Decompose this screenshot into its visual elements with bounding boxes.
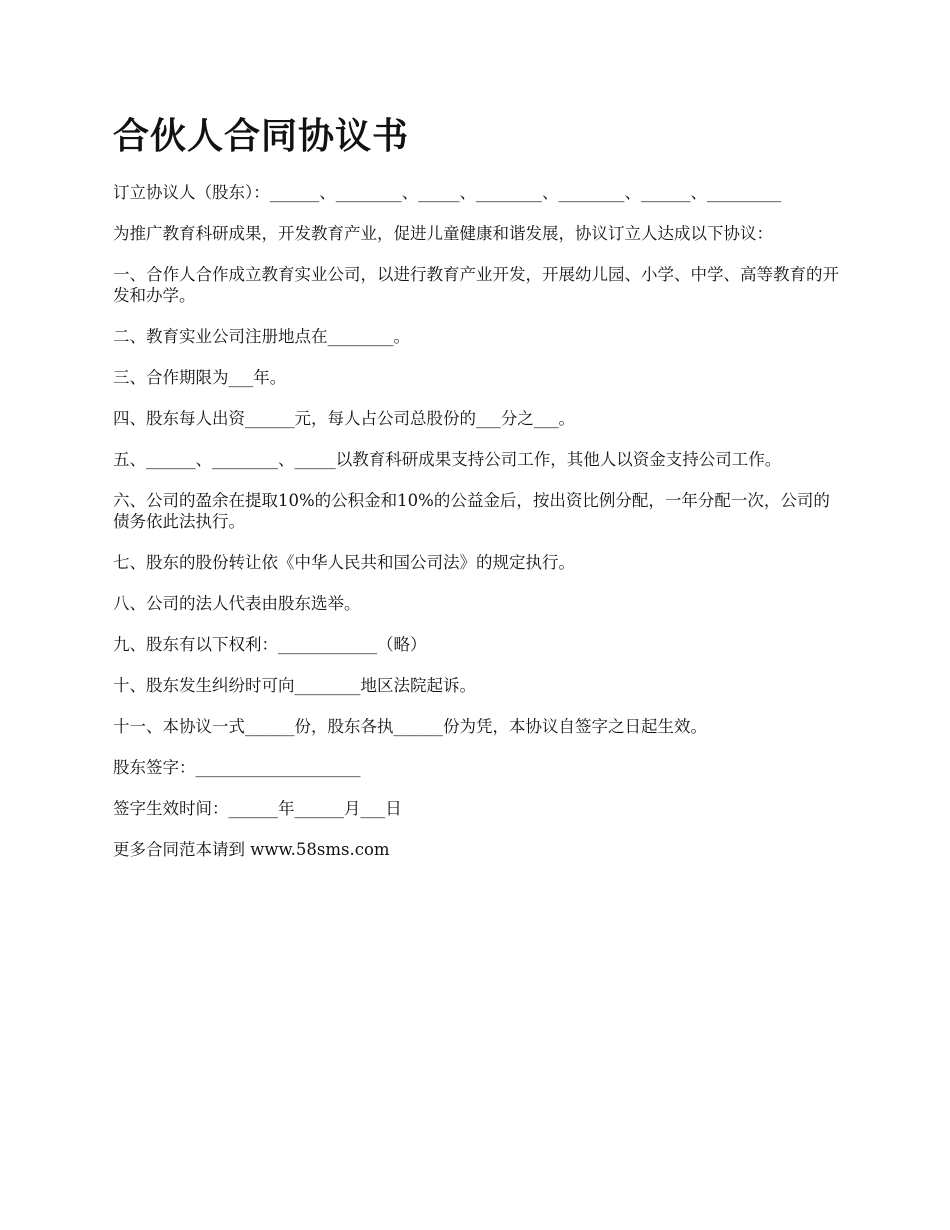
clause-4: 四、股东每人出资______元，每人占公司总股份的___分之___。: [113, 409, 575, 428]
document-title: 合伙人合同协议书: [113, 115, 410, 157]
clause-10: 十、股东发生纠纷时可向________地区法院起诉。: [113, 676, 476, 695]
clause-3: 三、合作期限为___年。: [113, 368, 287, 387]
effective-date-line: 签字生效时间：______年______月___日: [113, 799, 402, 818]
clause-5: 五、______、________、_____以教育科研成果支持公司工作，其他人以资金支持公司工作。: [113, 450, 782, 469]
clause-1: 一、合作人合作成立教育实业公司，以进行教育产业开发，开展幼儿园、小学、中学、高等教育的开发和办学。: [113, 265, 839, 305]
clause-2: 二、教育实业公司注册地点在________。: [113, 327, 410, 346]
clause-6: 六、公司的盈余在提取10%的公积金和10%的公益金后，按出资比例分配，一年分配一次，公司的债务依此法执行。: [113, 491, 830, 531]
clause-9: 九、股东有以下权利：____________（略）: [113, 635, 427, 654]
signature-line: 股东签字：____________________: [113, 758, 361, 777]
parties-line: 订立协议人（股东）：______、________、_____、________、________、______、_________: [113, 183, 782, 202]
preamble: 为推广教育科研成果，开发教育产业，促进儿童健康和谐发展，协议订立人达成以下协议：: [113, 224, 773, 243]
clause-8: 八、公司的法人代表由股东选举。: [113, 594, 361, 613]
document-page: [113, 110, 843, 880]
clause-7: 七、股东的股份转让依《中华人民共和国公司法》的规定执行。: [113, 553, 575, 572]
footer-note: 更多合同范本请到 www.58sms.com: [113, 840, 390, 859]
clause-11: 十一、本协议一式______份，股东各执______份为凭，本协议自签字之日起生效。: [113, 717, 707, 736]
